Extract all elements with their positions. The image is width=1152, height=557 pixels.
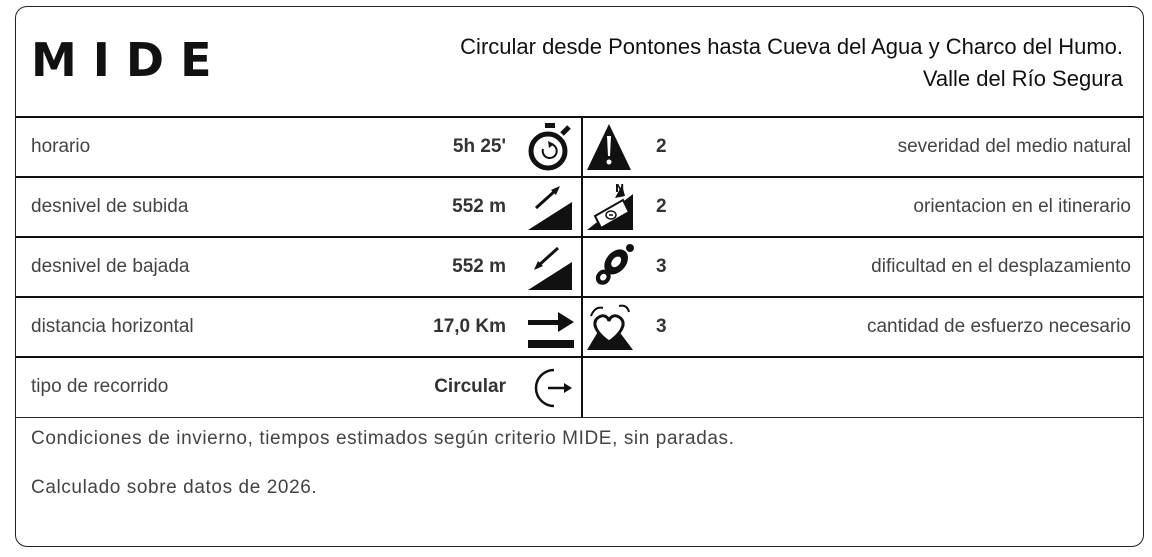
row-criterion: dificultad en el desplazamiento [871, 256, 1131, 277]
row-score: 2 [656, 196, 667, 217]
row-score: 3 [656, 316, 667, 337]
mide-table [16, 116, 1144, 418]
row-value: Circular [434, 376, 506, 397]
table-row [16, 358, 1144, 418]
table-row [16, 118, 1144, 178]
effort-heart-icon [585, 302, 637, 352]
circular-route-icon [524, 362, 576, 412]
mide-logo: MIDE [31, 33, 228, 87]
column-divider [581, 178, 583, 236]
row-label: tipo de recorrido [31, 376, 169, 397]
row-value: 5h 25' [452, 136, 506, 157]
descent-slope-icon [524, 242, 576, 292]
warning-triangle-icon [585, 122, 637, 172]
row-criterion: severidad del medio natural [897, 136, 1131, 157]
column-divider [581, 238, 583, 296]
footprint-icon [585, 242, 637, 292]
stopwatch-icon [524, 122, 576, 172]
column-divider [581, 298, 583, 356]
mide-card [15, 6, 1144, 547]
table-row [16, 298, 1144, 358]
row-score: 2 [656, 136, 667, 157]
row-criterion: orientacion en el itinerario [913, 196, 1131, 217]
column-divider [581, 118, 583, 176]
row-value: 552 m [452, 196, 506, 217]
row-label: horario [31, 136, 91, 157]
row-score: 3 [656, 256, 667, 277]
compass-orientation-icon [585, 182, 637, 232]
table-row [16, 178, 1144, 238]
row-value: 17,0 Km [433, 316, 506, 337]
notes [31, 427, 735, 525]
note-data-year: Calculado sobre datos de 2026. [31, 477, 318, 498]
row-label: desnivel de bajada [31, 256, 190, 277]
row-value: 552 m [452, 256, 506, 277]
row-label: desnivel de subida [31, 196, 189, 217]
svg-text:N: N [615, 182, 625, 195]
row-label: distancia horizontal [31, 316, 194, 337]
column-divider [581, 358, 583, 417]
ascent-slope-icon [524, 182, 576, 232]
route-title: Circular desde Pontones hasta Cueva del Agua y Charco del Humo. Valle del Río Segura [460, 34, 1123, 91]
distance-arrow-icon [524, 302, 576, 352]
note-conditions: Condiciones de invierno, tiempos estimados según criterio MIDE, sin paradas. [31, 428, 735, 449]
table-row [16, 238, 1144, 298]
row-criterion: cantidad de esfuerzo necesario [866, 316, 1131, 337]
